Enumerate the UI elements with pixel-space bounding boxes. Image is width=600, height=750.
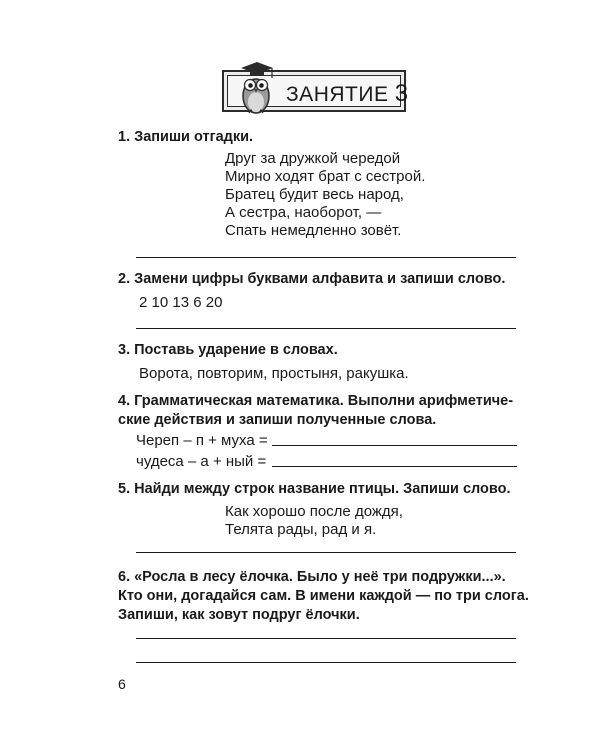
equation-row-2 xyxy=(136,453,266,470)
task-3-words: Ворота, повторим, простыня, ракушка. xyxy=(139,365,409,382)
equation-1-answer-line[interactable] xyxy=(272,445,517,446)
task-6-title-line: 6. «Росла в лесу ёлочка. Было у неё три подружки...». xyxy=(118,569,506,585)
equation-text: Череп – п + муха = xyxy=(136,432,268,449)
verse-line: Телята рады, рад и я. xyxy=(225,521,377,538)
task-1-riddle xyxy=(225,150,425,240)
riddle-line: А сестра, наоборот, — xyxy=(225,204,382,221)
page-number: 6 xyxy=(118,676,126,692)
equation-2-answer-line[interactable] xyxy=(272,466,517,467)
task-2-answer-line[interactable] xyxy=(136,328,516,329)
riddle-line: Братец будит весь народ, xyxy=(225,186,404,203)
task-3-title: 3. Поставь ударение в словах. xyxy=(118,342,338,358)
owl-icon xyxy=(235,58,275,116)
lesson-number: 3 xyxy=(394,80,409,107)
riddle-line: Спать немедленно зовёт. xyxy=(225,222,402,239)
task-6-answer-line-2[interactable] xyxy=(136,662,516,663)
equation-text: чудеса – а + ный = xyxy=(136,453,267,470)
equation-row-1 xyxy=(136,432,268,449)
task-1-title: 1. Запиши отгадки. xyxy=(118,129,254,145)
task-4-title-line: ские действия и запиши полученные слова. xyxy=(118,412,437,428)
riddle-line: Друг за дружкой чередой xyxy=(225,150,401,167)
task-5-verse xyxy=(225,503,403,539)
task-6-title xyxy=(118,568,529,625)
task-5-answer-line[interactable] xyxy=(136,552,516,553)
task-2-numbers: 2 10 13 6 20 xyxy=(139,294,223,311)
riddle-line: Мирно ходят брат с сестрой. xyxy=(225,168,426,185)
task-6-title-line: Кто они, догадайся сам. В имени каждой — по три слога. xyxy=(118,588,529,604)
task-2-title: 2. Замени цифры буквами алфавита и запиши слово. xyxy=(118,271,506,287)
lesson-label: ЗАНЯТИЕ xyxy=(286,83,389,106)
task-4-title-line: 4. Грамматическая математика. Выполни арифметиче- xyxy=(118,393,514,409)
verse-line: Как хорошо после дождя, xyxy=(225,503,403,520)
task-4-title xyxy=(118,392,513,430)
task-6-answer-line-1[interactable] xyxy=(136,638,516,639)
task-1-answer-line[interactable] xyxy=(136,257,516,258)
lesson-title xyxy=(286,80,409,108)
task-5-title: 5. Найди между строк название птицы. Запиши слово. xyxy=(118,481,511,497)
task-6-title-line: Запиши, как зовут подруг ёлочки. xyxy=(118,607,360,623)
